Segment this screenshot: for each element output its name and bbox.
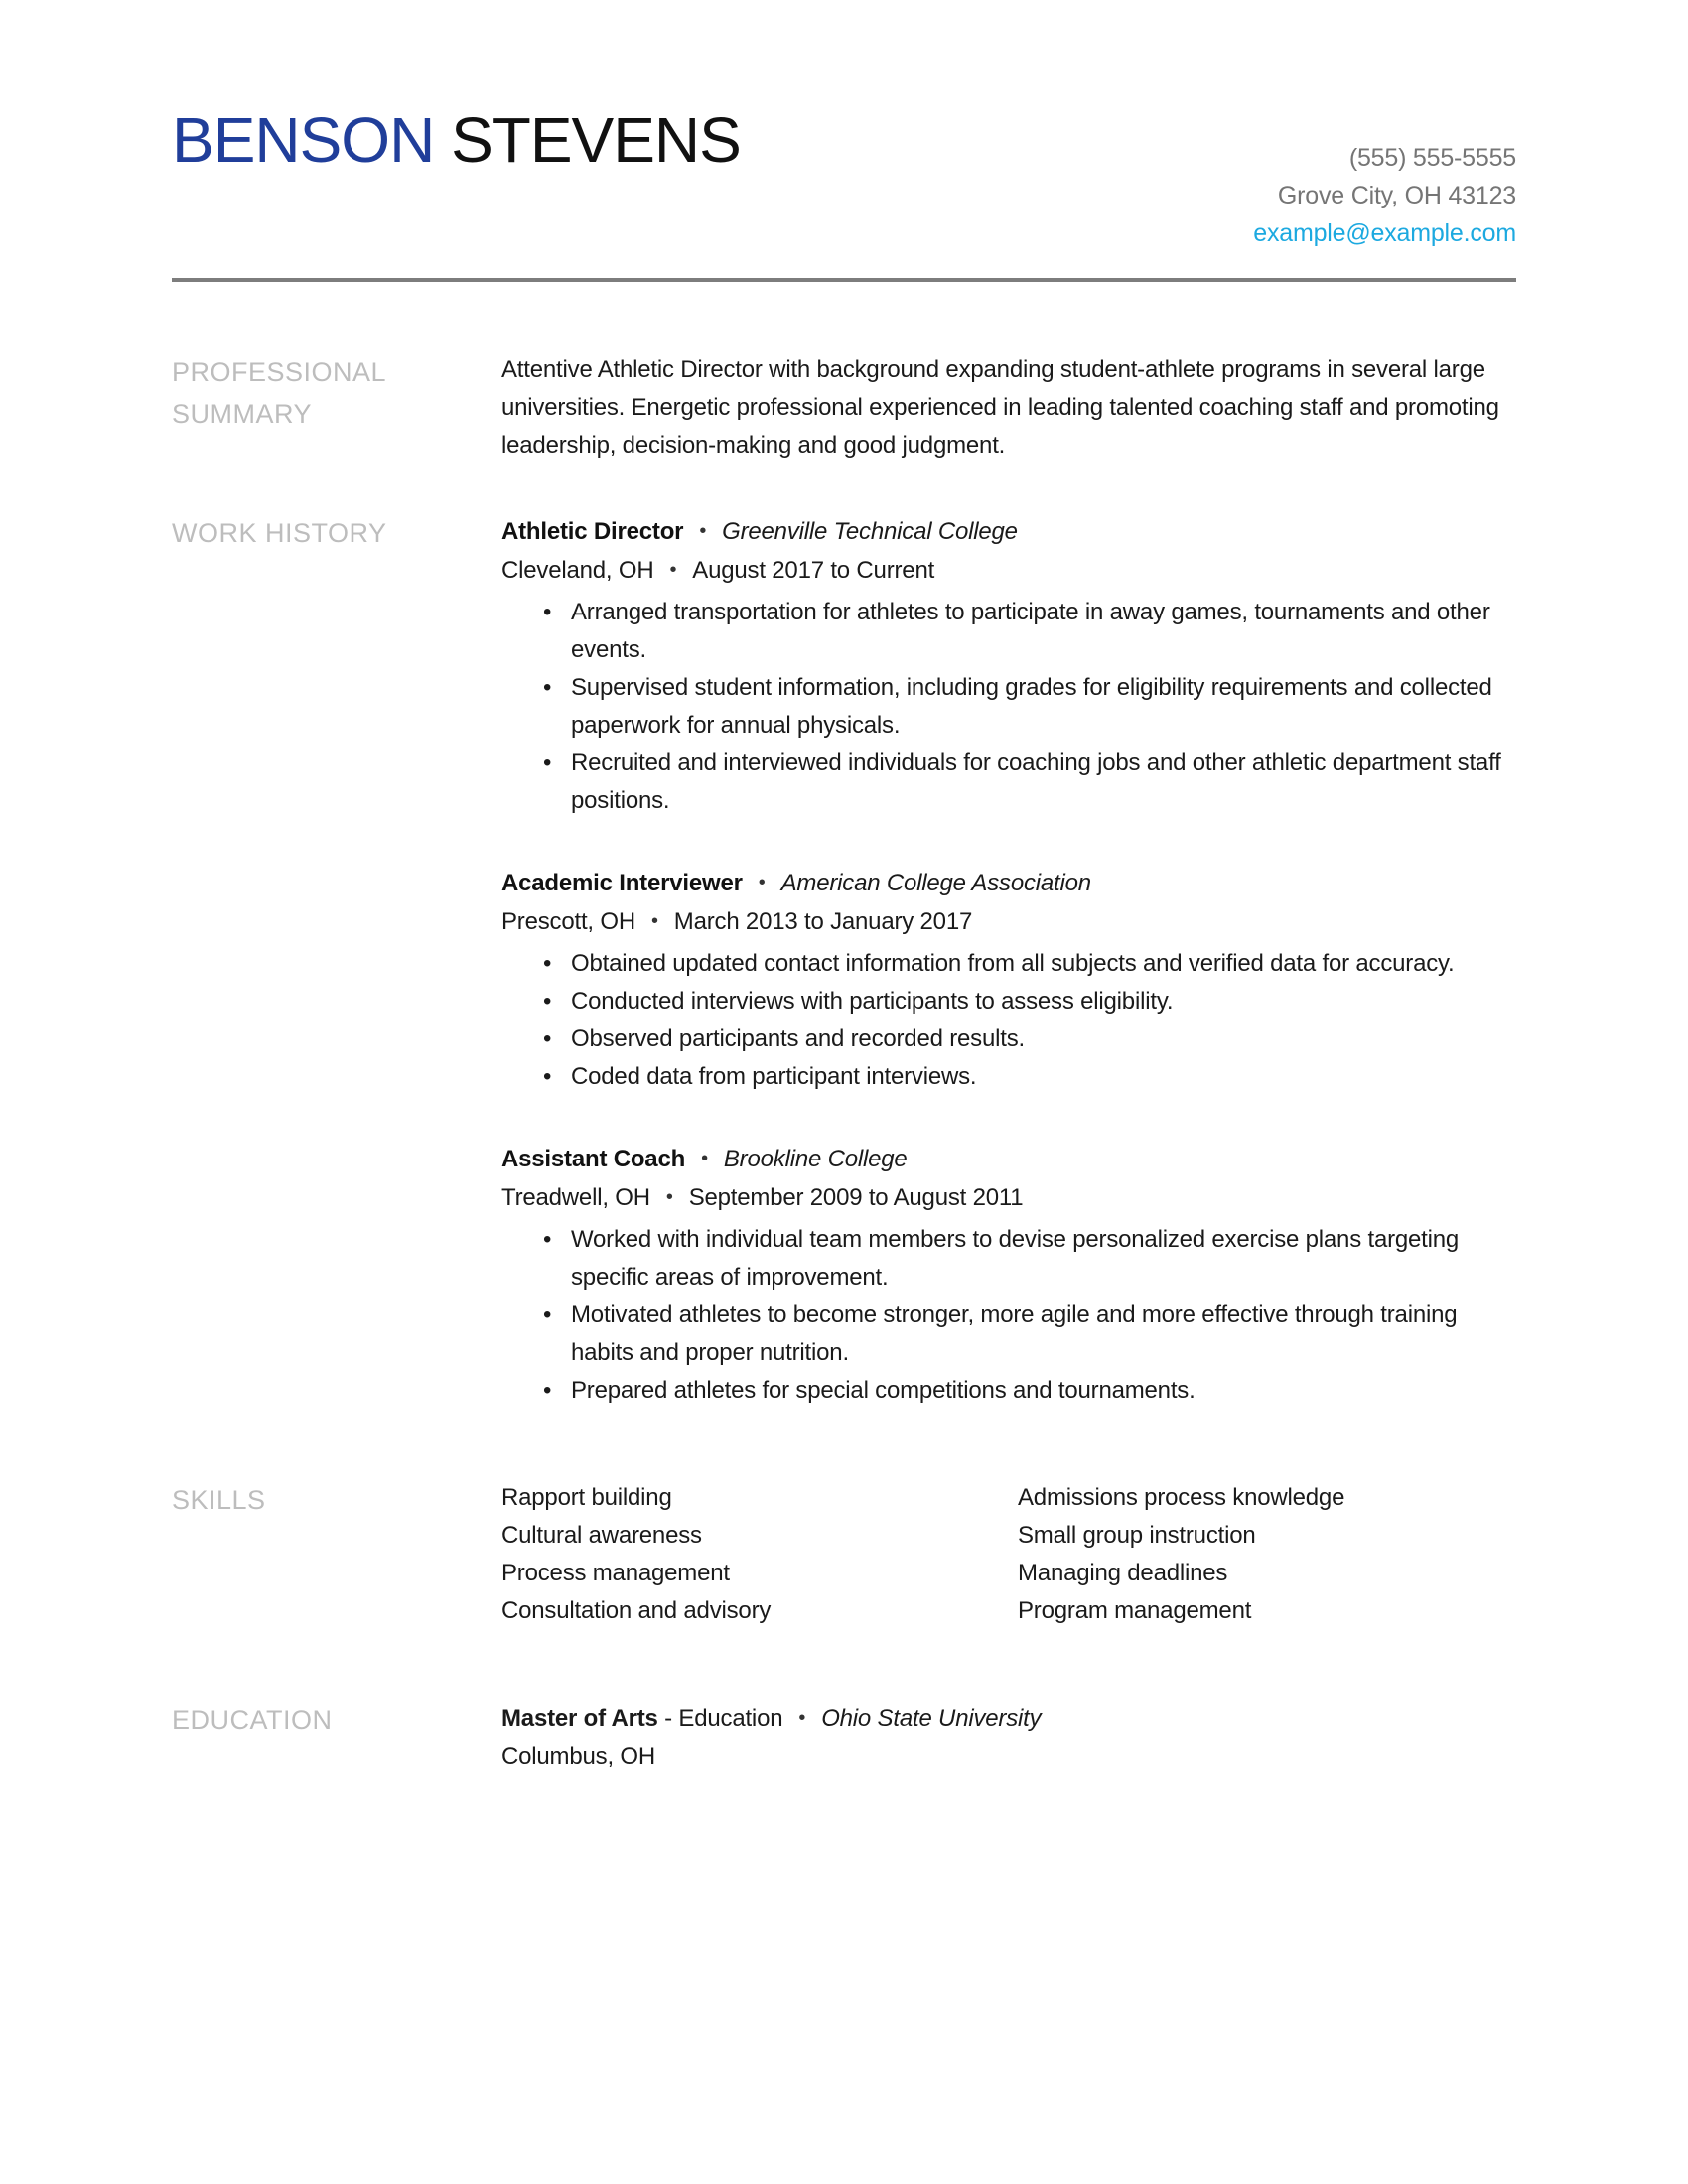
work-history-section-label: WORK HISTORY <box>172 518 387 548</box>
education-degree-line <box>501 1700 1516 1738</box>
skill-item: Admissions process knowledge <box>1018 1484 1345 1511</box>
bullet-separator: • <box>798 1707 806 1729</box>
bullet-separator: • <box>701 1148 708 1169</box>
resume-header <box>172 0 1516 252</box>
skills-section-label: SKILLS <box>172 1485 266 1515</box>
skill-item: Process management <box>501 1560 730 1586</box>
job-bullet-list <box>501 1221 1516 1410</box>
job-entry <box>501 512 1516 820</box>
job-bullet: • Supervised student information, including grades for eligibility requirements and collected paperwork for annual physicals. <box>543 669 1516 745</box>
job-bullet: • Coded data from participant interviews. <box>543 1058 1516 1096</box>
job-bullet-list <box>501 594 1516 820</box>
bullet-separator: • <box>665 1186 673 1208</box>
education-school: Ohio State University <box>821 1706 1042 1732</box>
candidate-last-name: STEVENS <box>451 104 741 176</box>
education-field: - Education <box>664 1706 783 1732</box>
contact-phone: (555) 555-5555 <box>1348 144 1516 172</box>
candidate-first-name: BENSON <box>172 104 435 176</box>
contact-email-link[interactable]: example@example.com <box>1253 219 1516 247</box>
section-skills <box>172 1479 1516 1630</box>
skills-column-left <box>501 1479 1000 1630</box>
contact-block <box>1253 139 1516 252</box>
job-dates: August 2017 to Current <box>692 557 935 584</box>
job-title-line <box>501 512 1516 551</box>
job-bullet: • Worked with individual team members to devise personalized exercise plans targeting specific areas of improvement. <box>543 1221 1516 1297</box>
job-meta-line <box>501 551 1516 590</box>
education-degree: Master of Arts <box>501 1706 658 1732</box>
bullet-separator: • <box>669 559 677 581</box>
skills-grid <box>501 1479 1516 1630</box>
job-title: Academic Interviewer <box>501 870 743 896</box>
job-bullet: • Recruited and interviewed individuals for coaching jobs and other athletic department staff positions. <box>543 745 1516 820</box>
education-location: Columbus, OH <box>501 1743 655 1770</box>
job-meta-line <box>501 1178 1516 1217</box>
job-company: American College Association <box>780 870 1091 896</box>
skill-item: Cultural awareness <box>501 1522 702 1549</box>
header-divider <box>172 278 1516 282</box>
job-company: Greenville Technical College <box>722 518 1018 545</box>
job-bullet: • Conducted interviews with participants to assess eligibility. <box>543 983 1516 1021</box>
job-title-line <box>501 1140 1516 1178</box>
skill-item: Small group instruction <box>1018 1522 1256 1549</box>
job-bullet: • Motivated athletes to become stronger, more agile and more effective through training habits and proper nutrition. <box>543 1297 1516 1372</box>
job-title-line <box>501 864 1516 902</box>
bullet-separator: • <box>758 872 766 893</box>
skill-item: Consultation and advisory <box>501 1597 772 1624</box>
job-bullet-list <box>501 945 1516 1096</box>
skills-column-right <box>1018 1479 1516 1630</box>
education-section-label: EDUCATION <box>172 1706 333 1735</box>
section-education <box>172 1700 1516 1776</box>
job-entry <box>501 864 1516 1096</box>
skill-item: Rapport building <box>501 1484 672 1511</box>
job-entry <box>501 1140 1516 1410</box>
section-work-history <box>172 512 1516 1410</box>
job-meta-line <box>501 902 1516 941</box>
job-dates: September 2009 to August 2011 <box>688 1184 1024 1211</box>
bullet-separator: • <box>699 520 707 542</box>
job-bullet: • Observed participants and recorded results. <box>543 1021 1516 1058</box>
job-title: Assistant Coach <box>501 1146 686 1172</box>
job-location: Cleveland, OH <box>501 557 654 584</box>
skill-item: Managing deadlines <box>1018 1560 1228 1586</box>
skill-item: Program management <box>1018 1597 1252 1624</box>
summary-text: Attentive Athletic Director with background expanding student-athlete programs in several large universities. Energetic professional experienced in leading talented coaching staff and promoting leadership, decision-making and good judgment. <box>501 356 1499 459</box>
job-location: Prescott, OH <box>501 908 635 935</box>
job-title: Athletic Director <box>501 518 684 545</box>
job-company: Brookline College <box>723 1146 908 1172</box>
job-bullet: • Prepared athletes for special competitions and tournaments. <box>543 1372 1516 1410</box>
job-location: Treadwell, OH <box>501 1184 650 1211</box>
job-dates: March 2013 to January 2017 <box>673 908 973 935</box>
job-bullet: • Arranged transportation for athletes to participate in away games, tournaments and other events. <box>543 594 1516 669</box>
job-bullet: • Obtained updated contact information from all subjects and verified data for accuracy. <box>543 945 1516 983</box>
bullet-separator: • <box>650 910 658 932</box>
section-professional-summary <box>172 351 1516 465</box>
summary-section-label: PROFESSIONAL SUMMARY <box>172 357 386 429</box>
contact-address: Grove City, OH 43123 <box>1277 182 1516 209</box>
candidate-name <box>172 104 741 176</box>
